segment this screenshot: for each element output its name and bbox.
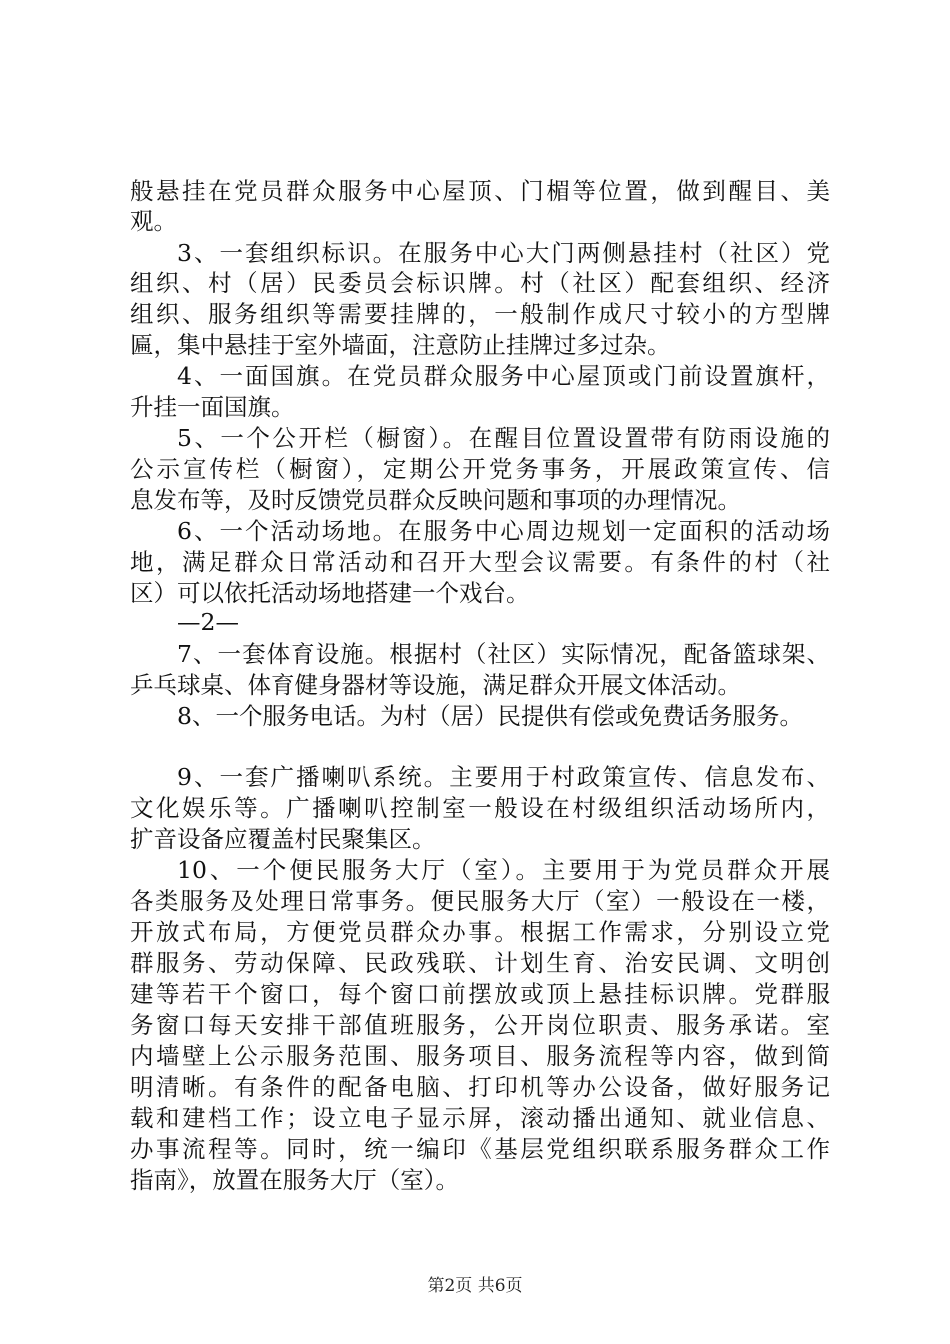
inline-page-number: —2—	[177, 608, 239, 636]
paragraph-line: 文化娱乐等。广播喇叭控制室一般设在村级组织活动场所内，	[130, 794, 830, 822]
paragraph-line: 公示宣传栏（橱窗），定期公开党务事务，开展政策宣传、信	[130, 455, 830, 483]
paragraph-line: 组织、村（居）民委员会标识牌。村（社区）配套组织、经济	[130, 269, 830, 297]
paragraph-line: 区）可以依托活动场地搭建一个戏台。	[130, 579, 530, 607]
paragraph-line: 明清晰。有条件的配备电脑、打印机等办公设备，做好服务记	[130, 1073, 830, 1101]
paragraph-line: 群服务、劳动保障、民政残联、计划生育、治安民调、文明创	[130, 949, 830, 977]
paragraph-line: 开放式布局，方便党员群众办事。根据工作需求，分别设立党	[130, 918, 830, 946]
paragraph-line: 9、一套广播喇叭系统。主要用于村政策宣传、信息发布、	[177, 763, 830, 791]
paragraph-line: 指南》，放置在服务大厅（室）。	[130, 1166, 459, 1194]
paragraph-line: 组织、服务组织等需要挂牌的，一般制作成尺寸较小的方型牌	[130, 300, 830, 328]
paragraph-line: 6、一个活动场地。在服务中心周边规划一定面积的活动场	[177, 517, 830, 545]
paragraph-line: 般悬挂在党员群众服务中心屋顶、门楣等位置，做到醒目、美	[130, 177, 830, 205]
paragraph-line: 息发布等，及时反馈党员群众反映问题和事项的办理情况。	[130, 486, 741, 514]
paragraph-line: 10、一个便民服务大厅（室）。主要用于为党员群众开展	[177, 856, 830, 884]
paragraph-line: 各类服务及处理日常事务。便民服务大厅（室）一般设在一楼，	[130, 887, 830, 915]
paragraph-line: 观。	[130, 207, 177, 235]
paragraph-line: 务窗口每天安排干部值班服务，公开岗位职责、服务承诺。室	[130, 1011, 830, 1039]
page-footer: 第2页 共6页	[427, 1276, 523, 1296]
paragraph-line: 载和建档工作；设立电子显示屏，滚动播出通知、就业信息、	[130, 1104, 830, 1132]
paragraph-line: 7、一套体育设施。根据村（社区）实际情况，配备篮球架、	[177, 640, 830, 668]
paragraph-line: 3、一套组织标识。在服务中心大门两侧悬挂村（社区）党	[177, 239, 830, 267]
paragraph-line: 4、一面国旗。在党员群众服务中心屋顶或门前设置旗杆，	[177, 362, 830, 390]
paragraph-line: 匾，集中悬挂于室外墙面，注意防止挂牌过多过杂。	[130, 331, 671, 359]
paragraph-line: 升挂一面国旗。	[130, 393, 295, 421]
paragraph-line: 扩音设备应覆盖村民聚集区。	[130, 825, 436, 853]
paragraph-line: 8、一个服务电话。为村（居）民提供有偿或免费话务服务。	[177, 702, 803, 730]
paragraph-line: 地，满足群众日常活动和召开大型会议需要。有条件的村（社	[130, 548, 830, 576]
paragraph-line: 内墙壁上公示服务范围、服务项目、服务流程等内容，做到简	[130, 1042, 830, 1070]
paragraph-line: 建等若干个窗口，每个窗口前摆放或顶上悬挂标识牌。党群服	[130, 980, 830, 1008]
paragraph-line: 办事流程等。同时，统一编印《基层党组织联系服务群众工作	[130, 1135, 830, 1163]
paragraph-line: 乒乓球桌、体育健身器材等设施，满足群众开展文体活动。	[130, 671, 741, 699]
paragraph-line: 5、一个公开栏（橱窗）。在醒目位置设置带有防雨设施的	[177, 424, 830, 452]
